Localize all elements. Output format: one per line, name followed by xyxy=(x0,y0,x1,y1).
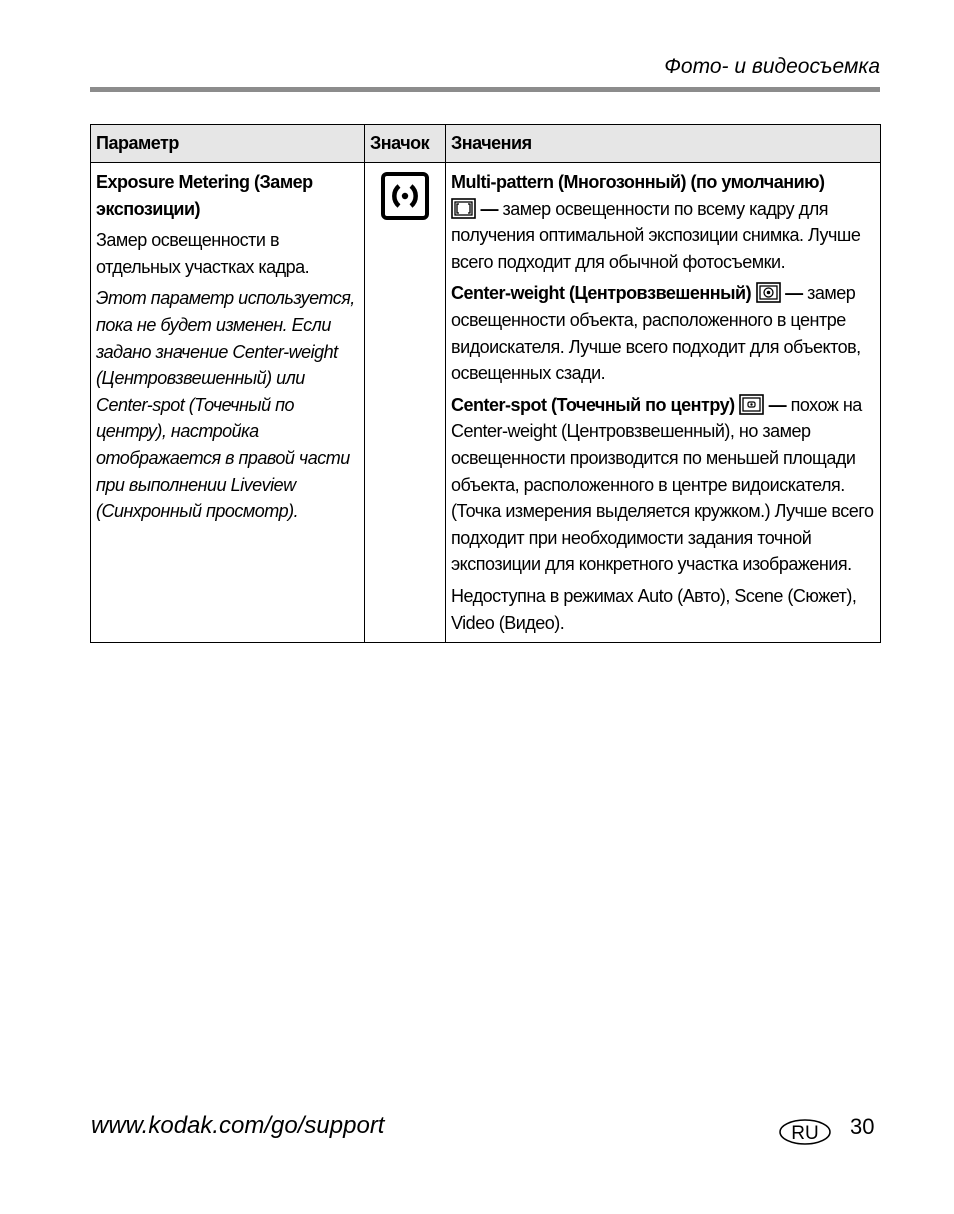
language-code: RU xyxy=(791,1123,819,1144)
header-divider xyxy=(90,87,880,92)
multi-pattern-title: Multi-pattern (Многозонный) (по умолчанию) xyxy=(451,172,825,192)
parameter-table xyxy=(90,124,881,643)
parameter-name: Exposure Metering (Замер экспозиции) xyxy=(96,172,313,219)
table-row xyxy=(91,163,881,643)
center-weight-description xyxy=(451,280,875,386)
center-weight-dash: — xyxy=(785,283,803,304)
parameter-note: Этот параметр используется, пока не будет изменен. Если задано значение Center-weight (Центровзвешенный) или Center-spot (Точечный по центру), настройка отображается в правой части при выполнении Liveview (Синхронный просмотр). xyxy=(96,288,355,522)
table-header-row xyxy=(91,125,881,163)
section-title: Фото- и видеосъемка xyxy=(664,55,880,78)
column-header-icon: Значок xyxy=(365,125,446,163)
center-spot-text: на Center-weight (Центровзвешенный), но замер освещенности производится по меньшей площади объекта, расположенного в центре видоискателя. (Точка измерения выделяется кружком.) Лучше всего подходит при необходимости задания точной экспозиции для конкретного участка изображения. xyxy=(451,394,874,575)
column-header-parameter: Параметр xyxy=(91,125,365,163)
center-weight-title: Center-weight (Центровзвешенный) xyxy=(451,283,752,304)
center-weight-text: замер освещенности объекта, расположенного в центре видоискателя. Лучше всего подходит для объектов, освещенных сзади. xyxy=(451,283,861,384)
parameter-description: Замер освещенности в отдельных участках кадра. xyxy=(96,230,310,277)
page-number: 30 xyxy=(850,1114,875,1139)
multi-pattern-dash: — xyxy=(480,198,499,219)
exposure-metering-icon xyxy=(381,172,429,220)
parameter-cell xyxy=(91,163,365,643)
multi-pattern-description xyxy=(451,196,875,276)
multi-pattern-text: замер освещенности по всему кадру для получения оптимальной экспозиции снимка. Лучше всего подходит для обычной фотосъемки. xyxy=(451,198,861,272)
support-link[interactable]: www.kodak.com/go/support xyxy=(91,1112,385,1139)
center-spot-icon xyxy=(739,394,764,415)
multi-pattern-icon xyxy=(451,198,476,219)
center-spot-text-first: похож xyxy=(790,394,839,415)
center-spot-description xyxy=(451,392,875,578)
center-weight-icon xyxy=(756,282,781,303)
column-header-values: Значения xyxy=(446,125,881,163)
center-spot-dash: — xyxy=(768,394,787,415)
icon-cell xyxy=(365,163,446,643)
center-spot-title: Center-spot (Точечный по центру) xyxy=(451,394,735,415)
language-badge xyxy=(778,1118,832,1146)
values-cell xyxy=(446,163,881,643)
unavailable-note: Недоступна в режимах Auto (Авто), Scene (Сюжет), Video (Видео). xyxy=(451,585,857,633)
